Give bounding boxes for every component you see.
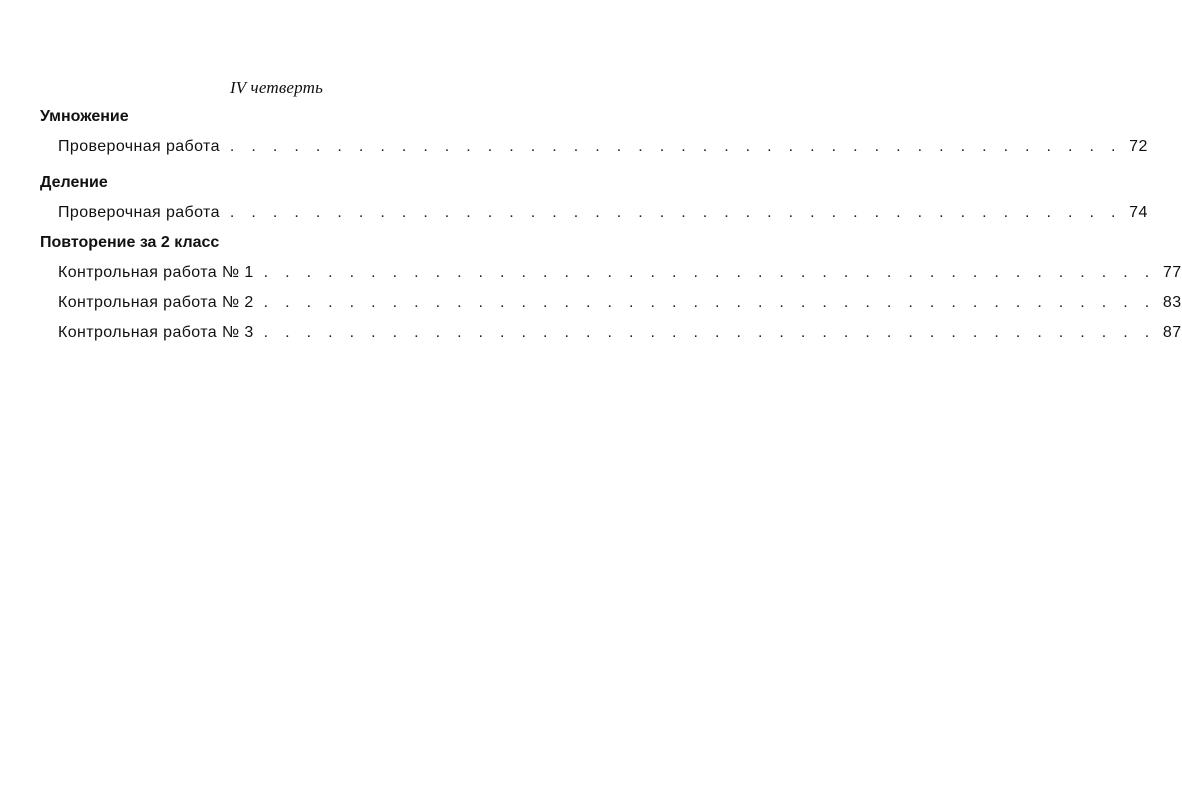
- dot-leader: . . . . . . . . . . . . . . . . . . . . . . . . . . . . . . . . . . . . . . . . . .: [263, 294, 1156, 311]
- toc-entry-page: 77: [1162, 264, 1182, 281]
- dot-leader: . . . . . . . . . . . . . . . . . . . . . . . . . . . . . . . . . . . . . . . . . .: [229, 138, 1122, 155]
- toc-section-division: [40, 172, 1148, 228]
- toc-list: [40, 132, 1148, 162]
- toc-entry[interactable]: [40, 198, 1148, 228]
- toc-entry-page: 72: [1129, 138, 1148, 155]
- section-title: Деление: [40, 174, 108, 191]
- toc-entry-label: Проверочная работа: [58, 204, 220, 221]
- section-title: Повторение за 2 класс: [40, 234, 220, 251]
- toc-entry[interactable]: [40, 258, 1182, 288]
- toc-entry-label: Контрольная работа № 3: [58, 324, 254, 341]
- dot-leader: . . . . . . . . . . . . . . . . . . . . . . . . . . . . . . . . . . . . . . . . . .: [263, 264, 1156, 281]
- toc-entry[interactable]: [40, 318, 1182, 348]
- toc-entry[interactable]: [40, 132, 1148, 162]
- toc-list: [40, 258, 1182, 348]
- toc-list: [40, 198, 1148, 228]
- dot-leader: . . . . . . . . . . . . . . . . . . . . . . . . . . . . . . . . . . . . . . . . . .: [263, 324, 1156, 341]
- toc-entry-page: 87: [1162, 324, 1182, 341]
- toc-entry-label: Контрольная работа № 2: [58, 294, 254, 311]
- toc-entry-page: 83: [1162, 294, 1182, 311]
- section-title: Умножение: [40, 108, 129, 125]
- toc-entry[interactable]: [40, 288, 1182, 318]
- quarter-heading: IV четверть: [229, 78, 324, 97]
- toc-entry-page: 74: [1129, 204, 1148, 221]
- toc-section-review: [40, 232, 1182, 348]
- toc-entry-label: Проверочная работа: [58, 138, 220, 155]
- dot-leader: . . . . . . . . . . . . . . . . . . . . . . . . . . . . . . . . . . . . . . . . . .: [229, 204, 1122, 221]
- toc-entry-label: Контрольная работа № 1: [58, 264, 254, 281]
- toc-section-multiplication: [40, 106, 1148, 162]
